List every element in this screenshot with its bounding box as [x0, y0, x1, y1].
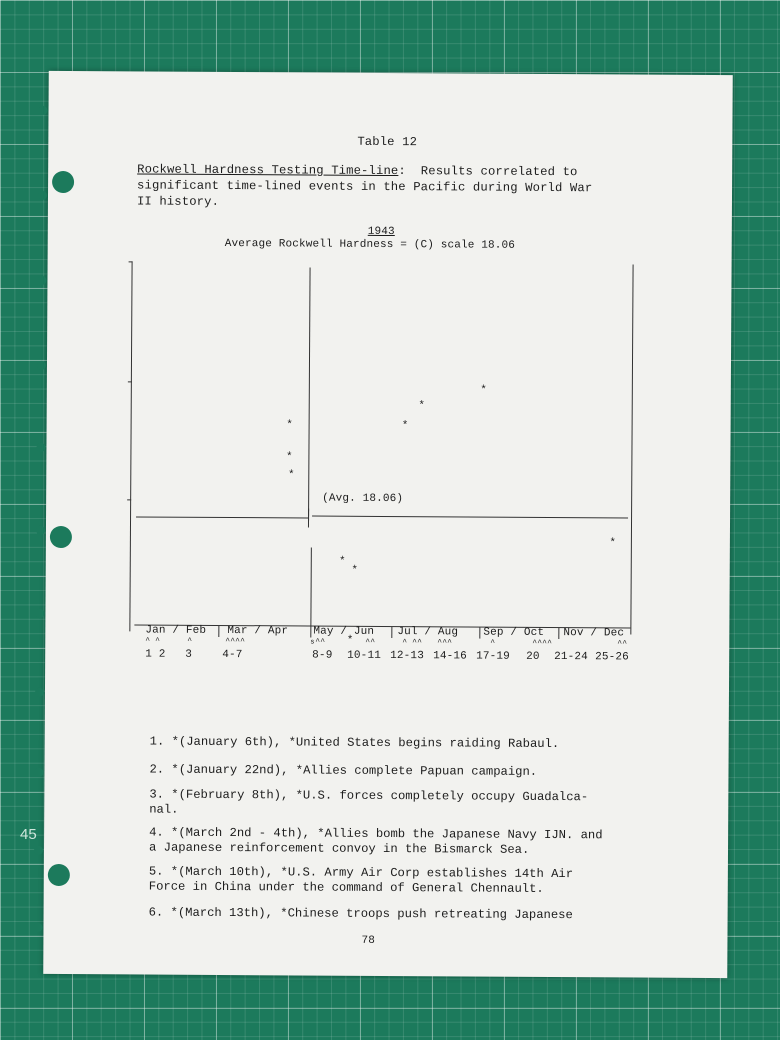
- small-mark: s: [310, 638, 315, 647]
- data-point: *: [346, 634, 354, 647]
- page-number: 78: [361, 934, 376, 947]
- month-label: May / Jun: [313, 625, 375, 638]
- event-caret: ^: [187, 636, 193, 646]
- event-caret: ^^: [315, 637, 326, 647]
- chart-tick: [128, 381, 132, 382]
- binder-hole: [35, 688, 44, 697]
- binder-hole: [36, 443, 45, 452]
- month-separator: [218, 626, 219, 637]
- average-line-right: [312, 516, 628, 519]
- note-6: 6. *(March 13th), *Chinese troops push retreating Japanese: [148, 905, 573, 923]
- event-caret: ^^^: [437, 638, 453, 648]
- event-label: 20: [526, 650, 540, 663]
- chart-tick: [127, 499, 131, 500]
- chart-divider-lower: [310, 548, 312, 638]
- document-page: [43, 71, 733, 978]
- binder-hole-large: [50, 526, 72, 548]
- heading-line-1: [137, 162, 577, 179]
- heading-rest: : Results correlated to: [398, 164, 578, 180]
- note-4: 4. *(March 2nd - 4th), *Allies bomb the Japanese Navy IJN. and a Japanese reinforcement convoy in the Bismarck Sea.: [148, 825, 603, 857]
- chart-tick: [129, 261, 133, 262]
- chart-divider-upper: [308, 268, 311, 528]
- event-label: 21-24: [554, 651, 588, 664]
- data-point: *: [338, 555, 346, 568]
- binder-hole-large: [52, 171, 74, 193]
- binder-hole: [38, 106, 47, 115]
- chart-title: 1943: [367, 225, 395, 239]
- heading-line-3: II history.: [136, 194, 220, 209]
- event-label: 17-19: [476, 650, 510, 663]
- event-label: 12-13: [390, 650, 424, 663]
- event-label: 14-16: [433, 650, 467, 663]
- event-caret: ^^: [365, 637, 376, 647]
- average-line-left: [136, 516, 308, 518]
- chart-left-border: [129, 261, 132, 631]
- binder-hole: [34, 923, 43, 932]
- event-caret: ^^^^: [225, 637, 246, 647]
- event-label: 8-9: [312, 649, 333, 662]
- cutting-mat-number: 45: [20, 826, 37, 843]
- data-point: *: [287, 469, 295, 482]
- event-caret: ^^^^: [532, 638, 553, 649]
- month-label: Sep / Oct: [483, 626, 545, 639]
- data-point: *: [286, 419, 293, 432]
- binder-hole: [35, 609, 44, 618]
- average-label: (Avg. 18.06): [322, 492, 404, 506]
- chart-right-border: [630, 264, 633, 634]
- data-point: *: [401, 420, 409, 433]
- binder-hole: [38, 191, 47, 200]
- data-point: *: [609, 537, 616, 550]
- event-label: 25-26: [595, 651, 629, 664]
- heading-line-2: significant time-lined events in the Pacific during World War: [137, 178, 593, 196]
- month-label: Jul / Aug: [397, 626, 459, 639]
- event-caret: ^ ^^: [402, 638, 423, 648]
- month-separator: [558, 628, 559, 639]
- month-separator: [391, 627, 392, 638]
- month-label: Mar / Apr: [227, 625, 289, 638]
- binder-hole: [37, 361, 46, 370]
- note-5: 5. *(March 10th), *U.S. Army Air Corp establishes 14th Air Force in China under the command of General Chennault.: [148, 864, 574, 896]
- binder-hole: [34, 846, 43, 855]
- event-label: 3: [185, 648, 193, 661]
- data-point: *: [351, 565, 358, 578]
- binder-hole: [34, 768, 43, 777]
- event-label: 4-7: [222, 648, 243, 662]
- data-point: *: [480, 384, 487, 397]
- binder-hole-large: [48, 864, 70, 886]
- month-label: Jan / Feb: [145, 624, 207, 637]
- event-caret: ^: [490, 638, 496, 648]
- chart-baseline: [134, 624, 630, 628]
- note-1: 1. *(January 6th), *United States begins raiding Rabaul.: [149, 734, 560, 752]
- event-caret: ^ ^: [145, 636, 161, 646]
- note-3: 3. *(February 8th), *U.S. forces completely occupy Guadalca- nal.: [149, 787, 589, 817]
- event-label: 10-11: [347, 649, 381, 662]
- table-title: Table 12: [357, 134, 418, 150]
- event-caret: ^^: [617, 639, 628, 649]
- month-label: Nov / Dec: [563, 627, 625, 640]
- note-2: 2. *(January 22nd), *Allies complete Papuan campaign.: [149, 762, 538, 779]
- month-separator: [479, 628, 480, 639]
- data-point: *: [285, 450, 293, 464]
- average-line-step: [308, 509, 309, 521]
- binder-hole: [37, 276, 46, 285]
- chart-subtitle: Average Rockwell Hardness = (C) scale 18.06: [224, 237, 516, 252]
- heading-underlined: Rockwell Hardness Testing Time-line: [137, 162, 399, 179]
- event-label: 1 2: [145, 648, 166, 661]
- binder-hole: [36, 526, 45, 535]
- data-point: *: [418, 400, 425, 413]
